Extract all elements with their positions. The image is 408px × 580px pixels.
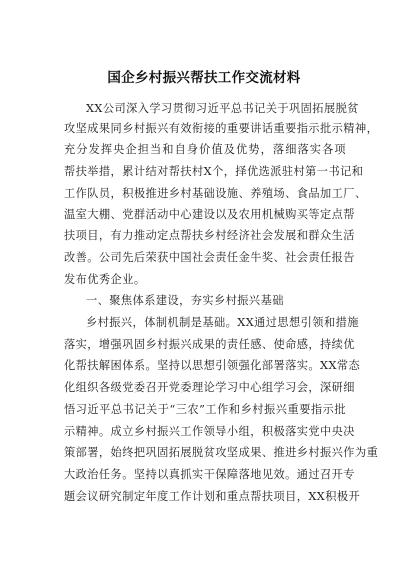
paragraph-line: 策部署，始终把巩固拓展脱贫攻坚成果、推进乡村振兴作为重	[64, 446, 379, 459]
paragraph-line: XX公司深入学习贯彻习近平总书记关于巩固拓展脱贫	[86, 102, 359, 115]
paragraph-line: 帮扶举措，累计结对帮扶村X个，择优选派驻村第一书记和	[64, 165, 364, 178]
paragraph-line: 充分发挥央企担当和自身价值及优势，落细落实各项	[64, 143, 346, 156]
paragraph-line: 发布优秀企业。	[64, 273, 146, 286]
paragraph-line: 落实，增强巩固乡村振兴成果的责任感、使命感，持续优	[64, 338, 355, 351]
paragraph-line: 改善。公司先后荣获中国社会责任金牛奖、社会责任报告	[64, 251, 355, 264]
paragraph-line: 大政治任务。坚持以真抓实干保障落地见效。通过召开专	[64, 468, 355, 481]
paragraph-line: 化组织各级党委召开党委理论学习中心组学习会，深研细	[64, 381, 355, 394]
paragraph-line: 悟习近平总书记关于“三农”工作和乡村振兴重要指示批	[64, 403, 346, 416]
section-heading: 一、聚焦体系建设，夯实乡村振兴基础	[86, 294, 284, 307]
paragraph-line: 化帮扶解困体系。坚持以思想引领强化部署落实。XX常态	[64, 359, 361, 372]
paragraph-line: 工作队员，积极推进乡村基础设施、养殖场、食品加工厂、	[64, 187, 367, 200]
paragraph-line: 温室大棚、党群活动中心建设以及农用机械购买等定点帮	[64, 208, 355, 221]
paragraph-line: 扶项目，有力推动定点帮扶乡村经济社会发展和群众生活	[64, 229, 355, 242]
paragraph-line: 攻坚成果同乡村振兴有效衔接的重要讲话重要指示批示精神，	[64, 122, 379, 135]
paragraph-line: 乡村振兴，体制机制是基础。XX通过思想引领和措施	[86, 316, 359, 329]
paragraph-line: 示精神。成立乡村振兴工作领导小组，积极落实党中央决	[64, 425, 355, 438]
paragraph-line: 题会议研究制定年度工作计划和重点帮扶项目，XX积极开	[64, 490, 361, 503]
document-title: 国企乡村振兴帮扶工作交流材料	[107, 70, 301, 86]
